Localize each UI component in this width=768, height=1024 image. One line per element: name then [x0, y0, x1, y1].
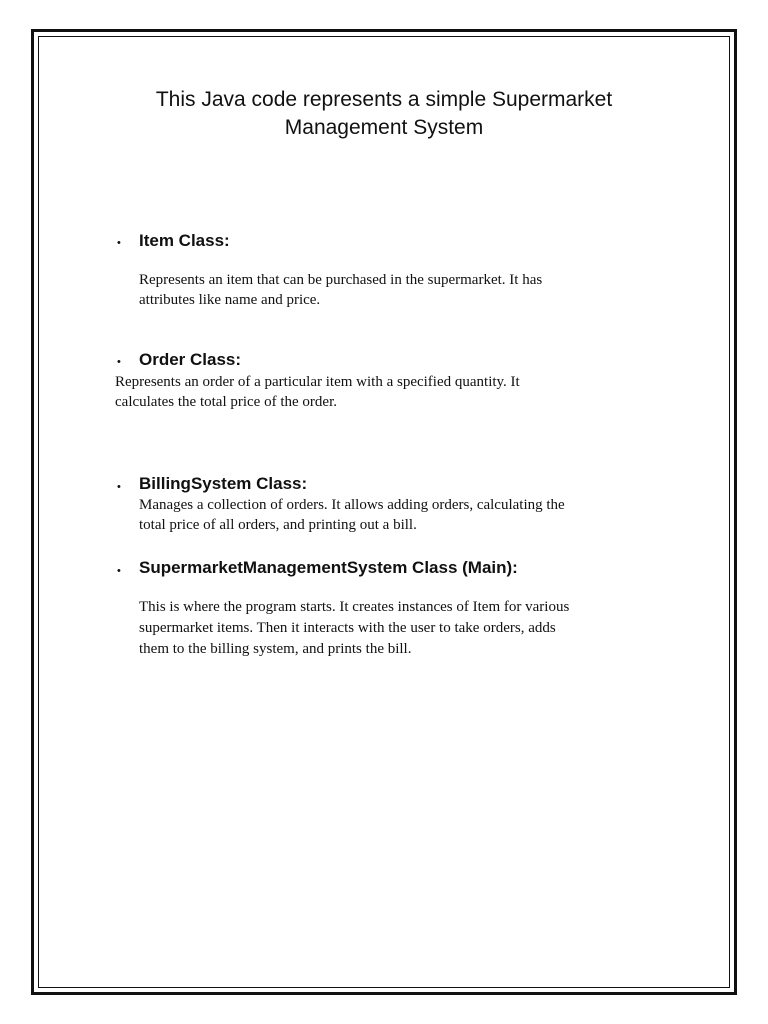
body-line: attributes like name and price. [139, 292, 321, 308]
section-heading-order-class: Order Class: [139, 350, 242, 369]
section-body-order-class [115, 372, 520, 412]
title-line-1: This Java code represents a simple Supermarket [155, 88, 613, 111]
body-line: Represents an order of a particular item with a specified quantity. It [115, 374, 520, 390]
body-line: supermarket items. Then it interacts with the user to take orders, adds [139, 620, 556, 636]
section-heading-item-class: Item Class: [139, 231, 230, 250]
bullet-icon: • [117, 237, 121, 249]
body-line: total price of all orders, and printing out a bill. [139, 517, 417, 533]
section-heading-main-class: SupermarketManagementSystem Class (Main): [139, 558, 518, 577]
bullet-icon: • [117, 481, 121, 493]
section-body-main-class [139, 597, 569, 660]
section-heading-billingsystem-class: BillingSystem Class: [139, 474, 308, 493]
body-line: Represents an item that can be purchased in the supermarket. It has [139, 272, 543, 288]
body-line: them to the billing system, and prints the bill. [139, 641, 412, 657]
bullet-icon: • [117, 565, 121, 577]
body-line: This is where the program starts. It creates instances of Item for various [139, 599, 570, 615]
section-body-item-class [139, 270, 542, 310]
body-line: calculates the total price of the order. [115, 394, 337, 410]
section-body-billingsystem-class [139, 495, 565, 535]
title-line-2: Management System [284, 116, 484, 139]
document-title [100, 86, 668, 142]
bullet-icon: • [117, 356, 121, 368]
body-line: Manages a collection of orders. It allows adding orders, calculating the [139, 497, 565, 513]
